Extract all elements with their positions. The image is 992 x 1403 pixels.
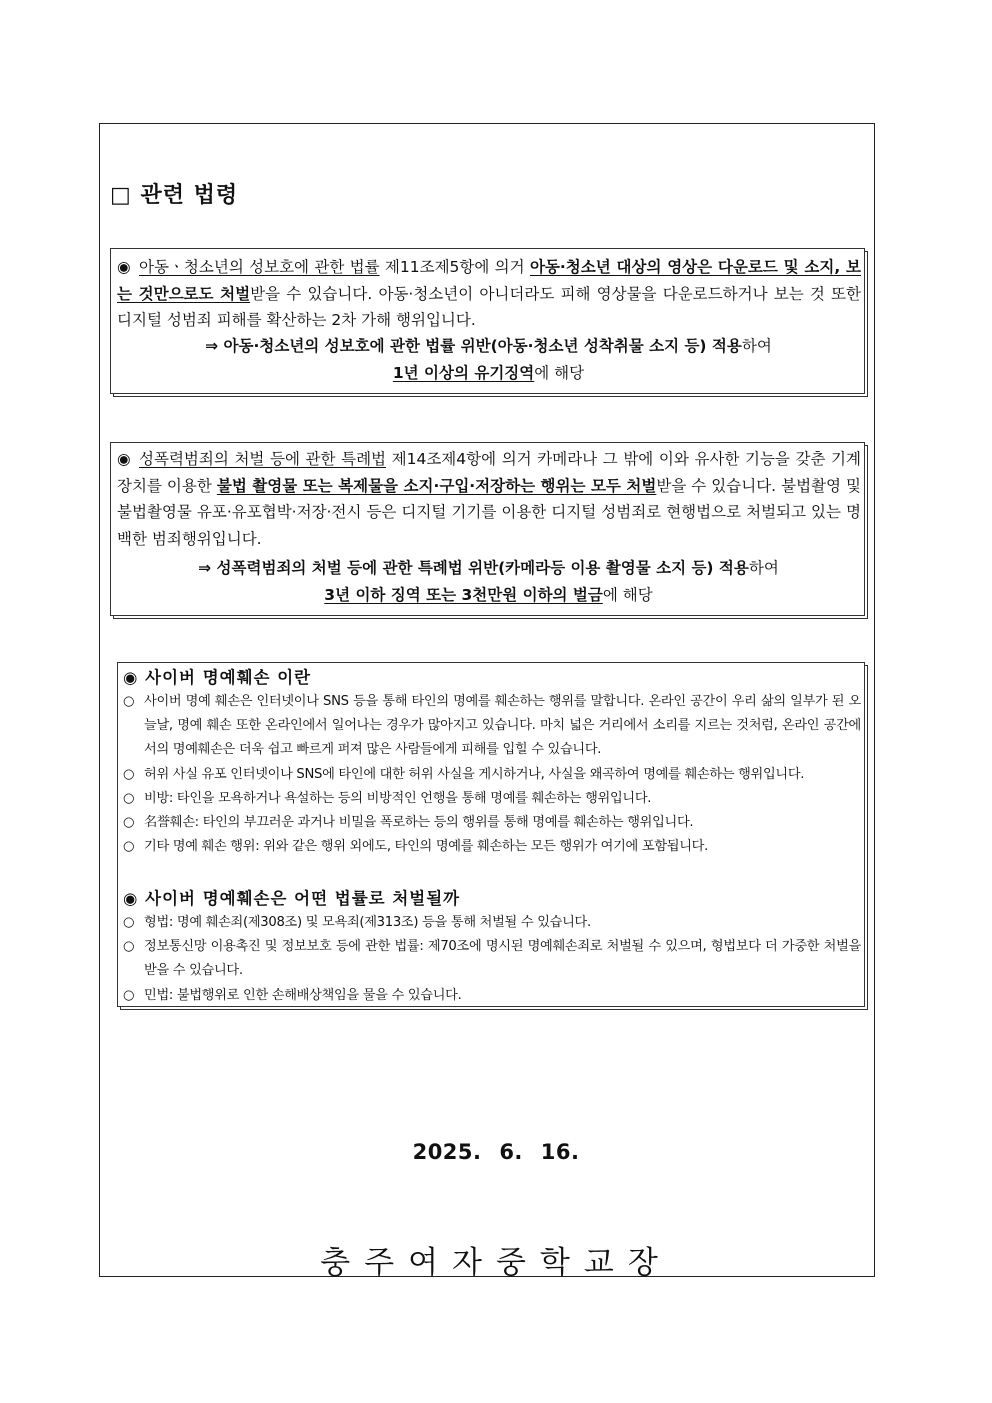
cyber-defamation-box — [117, 662, 865, 1007]
penalty: 3년 이하 징역 또는 3천만원 이하의 벌금 — [324, 586, 603, 604]
law-clause: 제11조제5항에 의거 — [379, 258, 530, 276]
law-box-sexual-violence — [110, 442, 865, 616]
list-item: ○ 名誉훼손: 타인의 부끄러운 과거나 비밀을 폭로하는 등의 행위를 통해 명예를 훼손하는 행위입니다. — [123, 811, 861, 835]
penalty-tail: 에 해당 — [534, 364, 585, 382]
penalty-tail: 에 해당 — [602, 586, 653, 604]
circle-marker-icon: ○ — [123, 939, 135, 955]
list-item: ○ 민법: 불법행위로 인한 손해배상책임을 물을 수 있습니다. — [123, 984, 861, 1008]
list-item: ○ 기타 명예 훼손 행위: 위와 같은 행위 외에도, 타인의 명예를 훼손하는 모든 행위가 여기에 포함됩니다. — [123, 835, 861, 859]
conclusion-main: ⇒ 성폭력범죄의 처벌 등에 관한 특례법 위반(카메라등 이용 촬영물 소지 등) 적용 — [198, 559, 749, 577]
section-title-definition: ◉ 사이버 명예훼손 이란 — [123, 668, 312, 687]
law-box-child-protection — [110, 248, 865, 394]
conclusion-tail: 하여 — [748, 559, 779, 577]
law-emphasis: 불법 촬영물 또는 복제물을 소지·구입·저장하는 행위는 모두 처벌 — [216, 476, 657, 495]
penalty: 1년 이상의 유기징역 — [392, 364, 535, 382]
law-emphasis: 아동·청소년 대상의 영상은 다운로드 및 소지, 보는 것만으로도 처벌 — [117, 258, 861, 303]
law-description: 받을 수 있습니다. 아동·청소년이 아니더라도 피해 영상물을 다운로드하거나 보는 것 또한 디지털 성범죄 피해를 확산하는 2차 가해 행위입니다. — [117, 284, 862, 329]
law-box-1-conclusion — [111, 333, 866, 387]
penalty-laws-list — [123, 911, 861, 1008]
circle-marker-icon: ○ — [123, 790, 135, 806]
circle-marker-icon: ○ — [123, 766, 135, 782]
circle-marker-icon: ○ — [123, 815, 135, 831]
section-heading: □ 관련 법령 — [110, 183, 239, 208]
circle-marker-icon: ○ — [123, 839, 135, 855]
circle-marker-icon: ○ — [123, 694, 135, 709]
conclusion-main: ⇒ 아동·청소년의 성보호에 관한 법률 위반(아동·청소년 성착취물 소지 등) 적용 — [205, 337, 742, 355]
definition-list — [123, 690, 861, 859]
bullet-icon: ◉ — [117, 258, 131, 276]
document-date: 2025. 6. 16. — [412, 1140, 580, 1164]
conclusion-tail: 하여 — [741, 337, 772, 355]
circle-marker-icon: ○ — [123, 987, 135, 1003]
circle-marker-icon: ○ — [123, 915, 135, 930]
law-description: 받을 수 있습니다. 불법촬영 및 불법촬영물 유포·유포협박·저장·전시 등은 디지털 기기를 이용한 디지털 성범죄로 현행법으로 처벌되고 있는 명백한 범죄행위입니다. — [117, 476, 862, 548]
bullet-icon: ◉ — [117, 450, 131, 468]
list-item: ○ 비방: 타인을 모욕하거나 욕설하는 등의 비방적인 언행을 통해 명예를 훼손하는 행위입니다. — [123, 787, 861, 811]
law-box-2-conclusion — [111, 555, 866, 609]
law-box-2-paragraph — [117, 446, 861, 552]
list-item: ○ 정보통신망 이용촉진 및 정보보호 등에 관한 법률: 제70조에 명시된 명예훼손죄로 처벌될 수 있으며, 형법보다 더 가중한 처벌을 받을 수 있습니다. — [123, 935, 861, 983]
law-clause: 제14조제4항에 의거 카메라나 그 밖에 이와 유사한 기능을 갖춘 기계장치를 이용한 — [117, 450, 861, 495]
law-box-1-paragraph — [117, 254, 861, 334]
issuer-signature: 충주여자중학교장 — [320, 1245, 672, 1281]
section-title-penalty-laws: ◉ 사이버 명예훼손은 어떤 법률로 처벌될까 — [123, 889, 461, 908]
law-name: 아동ㆍ청소년의 성보호에 관한 법률 — [139, 258, 380, 276]
list-item: ○ 허위 사실 유포 인터넷이나 SNS에 타인에 대한 허위 사실을 게시하거나, 사실을 왜곡하여 명예를 훼손하는 행위입니다. — [123, 763, 861, 787]
list-item: ○ 형법: 명예 훼손죄(제308조) 및 모욕죄(제313조) 등을 통해 처벌될 수 있습니다. — [123, 911, 861, 935]
law-name: 성폭력범죄의 처벌 등에 관한 특례법 — [139, 450, 387, 468]
list-item: ○ 사이버 명예 훼손은 인터넷이나 SNS 등을 통해 타인의 명예를 훼손하는 행위를 말합니다. 온라인 공간이 우리 삶의 일부가 된 오늘날, 명예 훼손 또한 온라인에서 일어나는 경우가 많아지고 있습니다. 마치 넓은 거리에서 소리를 지르는 것처럼, 온라인 공간에서의 명예훼손은 더욱 쉽고 빠르게 퍼져 많은 사람들에게 피해를 입힐 수 있습니다. — [123, 690, 861, 763]
